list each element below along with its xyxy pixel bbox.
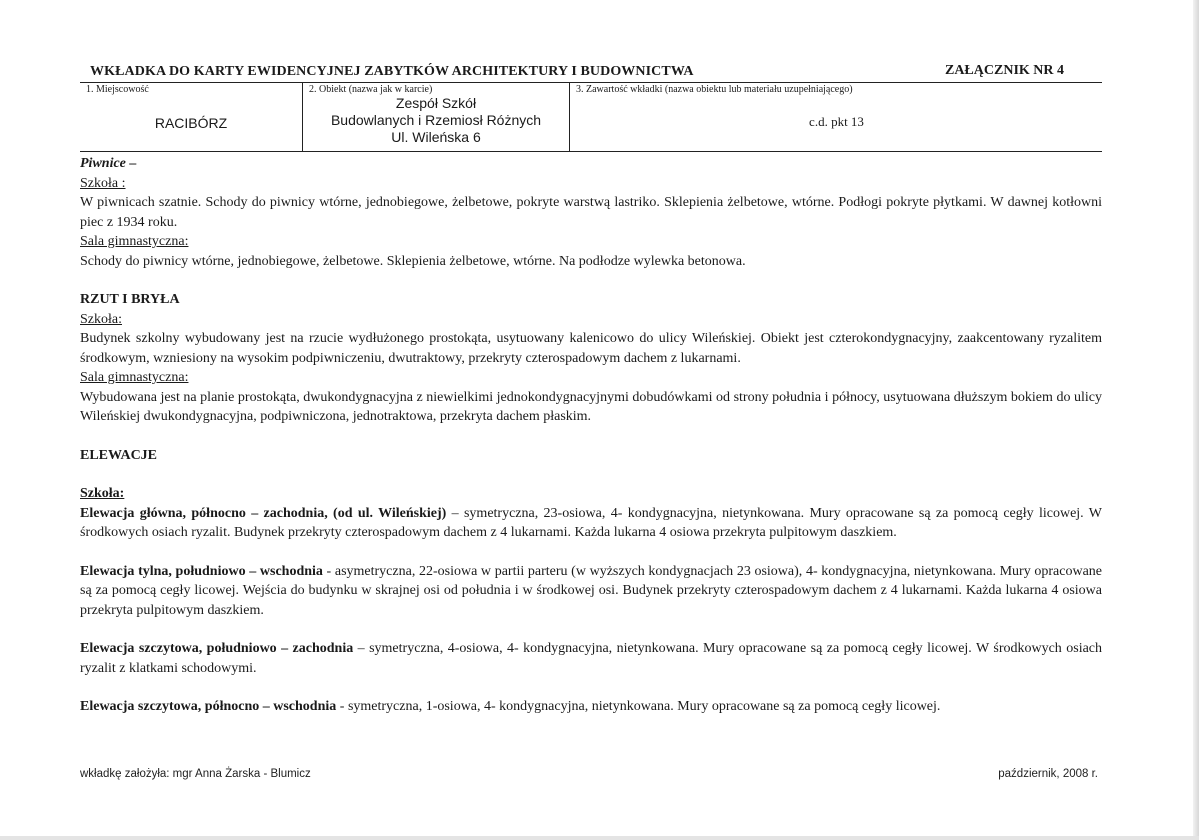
elewacja-heading: Elewacja szczytowa, północno – wschodnia: [80, 699, 337, 714]
piwnice-sala-label: Sala gimnastyczna:: [80, 234, 189, 249]
spacer: [80, 465, 1102, 484]
info-table: [80, 83, 1102, 152]
elewacja-heading: Elewacja główna, północno – zachodnia, (od ul. Wileńskiej): [80, 505, 447, 521]
spacer: [80, 678, 1102, 697]
scan-edge-bottom: [0, 836, 1199, 840]
rzut-szkola-label: Szkoła:: [80, 311, 122, 327]
contents-value: c.d. pkt 13: [809, 114, 864, 129]
document-page: [80, 62, 1102, 717]
document-date: październik, 2008 r.: [998, 768, 1098, 780]
locality-label: 1. Miejscowość: [86, 84, 149, 95]
scan-edge: [1193, 0, 1199, 840]
rzut-heading: RZUT I BRYŁA: [80, 292, 180, 307]
object-value: [303, 95, 569, 146]
spacer: [80, 427, 1102, 446]
elewacja-text: – symetryczna, 23-osiowa, 4- kondygnacyjna, nietynkowana. Mury opracowane są za pomocą cegły licowej. W środkowych osiach ryzalit. Budynek przekryty czterospadowym dachem z 4 lukarnami. Każda lukarna 4 osiowa przekryta pulpitowym daszkiem.: [80, 505, 1102, 540]
object-line: Zespół Szkół: [395, 95, 477, 111]
locality-cell: [80, 83, 302, 151]
object-cell: [302, 83, 569, 151]
object-label: 2. Obiekt (nazwa jak w karcie): [309, 84, 433, 95]
contents-cell: [569, 83, 1103, 151]
elewacja-text: - asymetryczna, 22-osiowa w partii parteru (w wyższych kondygnacjach 23 osiowa), 4- kondygnacyjna, nietynkowana. Mury opracowane są za pomocą cegły licowej. Wejścia do budynku w skrajnej osi od południa i w środkowej osi. Budynek przekryty czterospadowym dachem z 4 lukarnami. Każda lukarna 4 osiowa przekryta pulpitowym daszkiem.: [80, 563, 1102, 618]
object-line: Budowlanych i Rzemiosł Różnych: [330, 112, 542, 128]
elewacja-paragraph: [80, 639, 1102, 678]
elewacja-text: - symetryczna, 1-osiowa, 4- kondygnacyjna, nietynkowana. Mury opracowane są za pomocą cegły licowej.: [336, 699, 941, 714]
elewacja-heading: Elewacja szczytowa, południowo – zachodnia: [80, 641, 354, 656]
document-title: WKŁADKA DO KARTY EWIDENCYJNEJ ZABYTKÓW ARCHITEKTURY I BUDOWNICTWA: [90, 64, 694, 79]
locality-value: RACIBÓRZ: [154, 115, 228, 131]
elewacja-heading: Elewacja tylna, południowo – wschodnia: [80, 563, 323, 579]
document-body: [80, 154, 1102, 717]
piwnice-heading: Piwnice –: [80, 156, 137, 171]
spacer: [80, 271, 1102, 290]
object-line: Ul. Wileńska 6: [391, 129, 481, 145]
document-footer: [80, 768, 1098, 780]
rzut-sala-text: Wybudowana jest na planie prostokąta, dwukondygnacyjna z niewielkimi jednokondygnacyjnymi dobudówkami od strony południa i północy, usytuowana dłuższym bokiem do ulicy Wileńskiej dwukondygnacyjna, podpiwniczona, jednotraktowa, przekryta dachem płaskim.: [80, 389, 1102, 424]
elewacja-paragraph: [80, 562, 1102, 621]
elewacje-szkola-label: Szkoła:: [80, 486, 125, 501]
elewacja-paragraph: [80, 697, 1102, 717]
piwnice-szkola-text: W piwnicach szatnie. Schody do piwnicy wtórne, jednobiegowe, żelbetowe, pokryte warstwą lastriko. Sklepienia żelbetowe, wtórne. Podłogi pokryte płytkami. W dawnej kotłowni piec z 1934 roku.: [80, 195, 1102, 230]
spacer: [80, 620, 1102, 639]
contents-label: 3. Zawartość wkładki (nazwa obiektu lub materiału uzupełniającego): [576, 84, 853, 95]
rzut-sala-label: Sala gimnastyczna:: [80, 370, 189, 385]
elewacje-heading: ELEWACJE: [80, 447, 158, 463]
author-note: wkładkę założyła: mgr Anna Żarska - Blumicz: [80, 768, 311, 780]
elewacja-text: – symetryczna, 4-osiowa, 4- kondygnacyjna, nietynkowana. Mury opracowane są za pomocą cegły licowej. W środkowych osiach ryzalit z klatkami schodowymi.: [80, 641, 1103, 676]
elewacja-paragraph: [80, 504, 1102, 543]
piwnice-sala-text: Schody do piwnicy wtórne, jednobiegowe, żelbetowe. Sklepienia żelbetowe, wtórne. Na podłodze wylewka betonowa.: [80, 253, 746, 269]
spacer: [80, 543, 1102, 562]
piwnice-szkola-label: Szkoła :: [80, 175, 126, 191]
attachment-number: ZAŁĄCZNIK NR 4: [944, 63, 1064, 78]
rzut-szkola-text: Budynek szkolny wybudowany jest na rzucie wydłużonego prostokąta, usytuowany kalenicowo do ulicy Wileńskiej. Obiekt jest czterokondygnacyjny, zaakcentowany ryzalitem środkowym, wzniesiony na wysokim podpiwniczeniu, dwutraktowy, przekryty czterospadowym dachem z lukarnami.: [80, 331, 1102, 366]
document-header: [80, 62, 1102, 83]
